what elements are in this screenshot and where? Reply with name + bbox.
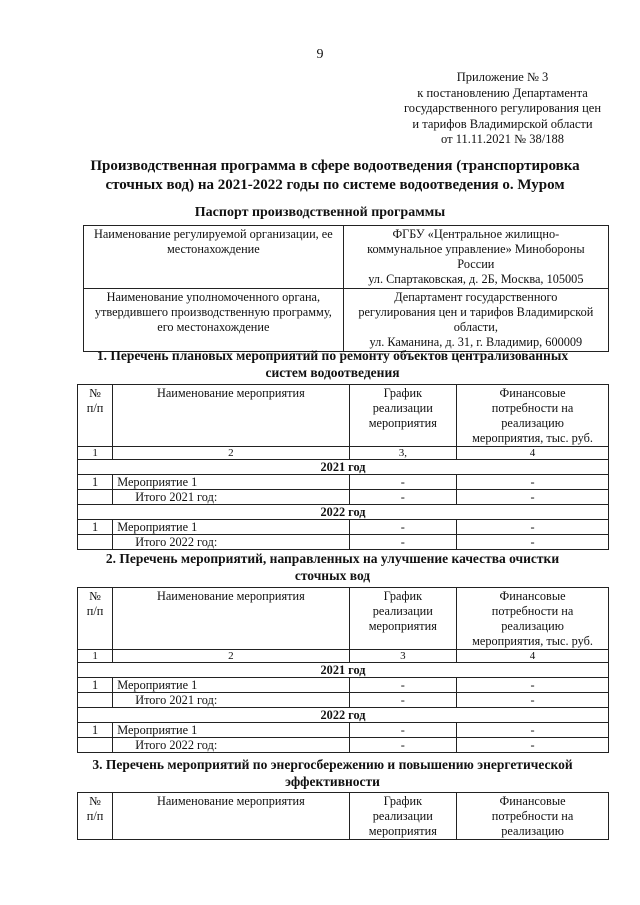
passport-title: Паспорт производственной программы (194, 205, 446, 220)
year-row (78, 505, 609, 520)
index-cell: 2 (113, 447, 349, 460)
table-header-row (78, 385, 609, 447)
cell-text: потребности на (491, 809, 574, 823)
empty-cell (78, 490, 113, 505)
cell-text: Наименование уполномоченного органа, (106, 290, 321, 304)
cell-text: реализации (372, 604, 433, 618)
cell-text: мероприятия, тыс. руб. (472, 634, 593, 648)
cell-text: реализации (372, 809, 433, 823)
year-label: 2022 год (78, 708, 609, 723)
table-header-row (78, 793, 609, 840)
appendix-line: к постановлению Департамента (417, 85, 588, 100)
row-number: 1 (78, 475, 113, 490)
cell-text: реализацию (501, 416, 564, 430)
total-row (78, 535, 609, 550)
passport-table (83, 225, 609, 352)
passport-row (84, 226, 609, 289)
cell-text: потребности на (491, 401, 574, 415)
index-cell: 3, (349, 447, 457, 460)
cell-text: График (383, 386, 423, 400)
header-schedule (349, 588, 457, 650)
cell-text: его местонахождение (157, 320, 270, 334)
cell-text: График (383, 794, 423, 808)
finance-value: - (457, 475, 609, 490)
appendix-block (395, 70, 610, 148)
header-finance (457, 793, 609, 840)
section-2-title (60, 551, 605, 584)
appendix-line: и тарифов Владимирской области (412, 116, 593, 131)
document-title (80, 157, 590, 195)
year-row (78, 460, 609, 475)
index-cell: 2 (113, 650, 349, 663)
appendix-line: Приложение № 3 (456, 70, 549, 84)
finance-value: - (457, 738, 609, 753)
schedule-value: - (349, 520, 457, 535)
header-finance (457, 588, 609, 650)
cell-text: Финансовые (499, 589, 566, 603)
year-label: 2022 год (78, 505, 609, 520)
column-index-row (78, 650, 609, 663)
finance-value: - (457, 678, 609, 693)
cell-text: ул. Каманина, д. 31, г. Владимир, 600009 (369, 335, 583, 349)
year-label: 2021 год (78, 663, 609, 678)
cell-text: мероприятия (368, 619, 437, 633)
section-title-line: эффективности (285, 773, 380, 789)
table-row (78, 723, 609, 738)
cell-text: ул. Спартаковская, д. 2Б, Москва, 105005 (368, 272, 584, 286)
total-label: Итого 2022 год: (113, 535, 349, 550)
title-line: сточных вод) на 2021-2022 годы по системе водоотведения о. Муром (105, 177, 565, 193)
header-num (78, 588, 113, 650)
empty-cell (78, 535, 113, 550)
cell-text: п/п (86, 401, 104, 415)
cell-text: коммунальное управление» Минобороны (367, 242, 585, 256)
passport-value-cell (343, 289, 608, 352)
header-num (78, 793, 113, 840)
total-label: Итого 2022 год: (113, 738, 349, 753)
cell-text: Финансовые (499, 794, 566, 808)
index-cell: 4 (457, 650, 609, 663)
cell-text: мероприятия (368, 416, 437, 430)
page-number: 9 (316, 47, 324, 62)
cell-text: № (89, 589, 101, 603)
cell-text: мероприятия (368, 824, 437, 838)
index-cell: 1 (78, 447, 113, 460)
finance-value: - (457, 490, 609, 505)
empty-cell (78, 738, 113, 753)
finance-value: - (457, 535, 609, 550)
header-num (78, 385, 113, 447)
cell-text: реализации (372, 401, 433, 415)
appendix-line: государственного регулирования цен (403, 101, 602, 115)
activity-name: Мероприятие 1 (113, 678, 349, 693)
cell-text: Наименование регулируемой организации, ее (93, 227, 333, 241)
table-row (78, 475, 609, 490)
schedule-value: - (349, 490, 457, 505)
appendix-line: от 11.11.2021 № 38/188 (441, 132, 564, 146)
finance-value: - (457, 520, 609, 535)
cell-text: потребности на (491, 604, 574, 618)
cell-text: п/п (86, 809, 104, 823)
passport-row (84, 289, 609, 352)
header-finance (457, 385, 609, 447)
section-title-line: систем водоотведения (265, 364, 400, 380)
index-cell: 1 (78, 650, 113, 663)
cell-text: реализацию (501, 824, 564, 838)
section-3-table (77, 792, 609, 840)
cell-text: местонахождение (166, 242, 260, 256)
cell-text: № (89, 794, 101, 808)
cell-text: п/п (86, 604, 104, 618)
passport-label-cell (84, 289, 344, 352)
schedule-value: - (349, 738, 457, 753)
section-title-line: 3. Перечень мероприятий по энергосбережению и повышению энергетической (92, 757, 573, 772)
empty-cell (78, 693, 113, 708)
cell-text: ФГБУ «Центральное жилищно- (392, 227, 560, 241)
table-row (78, 520, 609, 535)
finance-value: - (457, 693, 609, 708)
total-label: Итого 2021 год: (113, 693, 349, 708)
schedule-value: - (349, 693, 457, 708)
activity-name: Мероприятие 1 (113, 723, 349, 738)
schedule-value: - (349, 678, 457, 693)
year-row (78, 663, 609, 678)
activity-name: Мероприятие 1 (113, 475, 349, 490)
cell-text: реализацию (501, 619, 564, 633)
header-schedule (349, 793, 457, 840)
section-1-title (60, 348, 605, 381)
cell-text: Финансовые (499, 386, 566, 400)
total-row (78, 490, 609, 505)
section-1-table (77, 384, 609, 550)
finance-value: - (457, 723, 609, 738)
passport-label-cell (84, 226, 344, 289)
activity-name: Мероприятие 1 (113, 520, 349, 535)
cell-text: мероприятия, тыс. руб. (472, 431, 593, 445)
schedule-value: - (349, 475, 457, 490)
header-name: Наименование мероприятия (113, 793, 349, 840)
row-number: 1 (78, 678, 113, 693)
header-name: Наименование мероприятия (113, 588, 349, 650)
column-index-row (78, 447, 609, 460)
cell-text: График (383, 589, 423, 603)
section-title-line: 1. Перечень плановых мероприятий по ремонту объектов централизованных (96, 348, 569, 363)
cell-text: № (89, 386, 101, 400)
cell-text: Департамент государственного (394, 290, 558, 304)
cell-text: утвердившего производственную программу, (94, 305, 332, 319)
row-number: 1 (78, 723, 113, 738)
schedule-value: - (349, 535, 457, 550)
schedule-value: - (349, 723, 457, 738)
year-label: 2021 год (78, 460, 609, 475)
header-schedule (349, 385, 457, 447)
cell-text: России (457, 257, 495, 271)
year-row (78, 708, 609, 723)
section-title-line: сточных вод (294, 567, 371, 583)
header-name: Наименование мероприятия (113, 385, 349, 447)
passport-value-cell (343, 226, 608, 289)
cell-text: области, (453, 320, 498, 334)
cell-text: регулирования цен и тарифов Владимирской (358, 305, 594, 319)
table-row (78, 678, 609, 693)
index-cell: 4 (457, 447, 609, 460)
section-title-line: 2. Перечень мероприятий, направленных на улучшение качества очистки (105, 551, 560, 566)
total-label: Итого 2021 год: (113, 490, 349, 505)
title-line: Производственная программа в сфере водоотведения (транспортировка (90, 158, 580, 174)
total-row (78, 738, 609, 753)
table-header-row (78, 588, 609, 650)
section-2-table (77, 587, 609, 753)
index-cell: 3 (349, 650, 457, 663)
section-3-title (60, 757, 605, 790)
row-number: 1 (78, 520, 113, 535)
total-row (78, 693, 609, 708)
